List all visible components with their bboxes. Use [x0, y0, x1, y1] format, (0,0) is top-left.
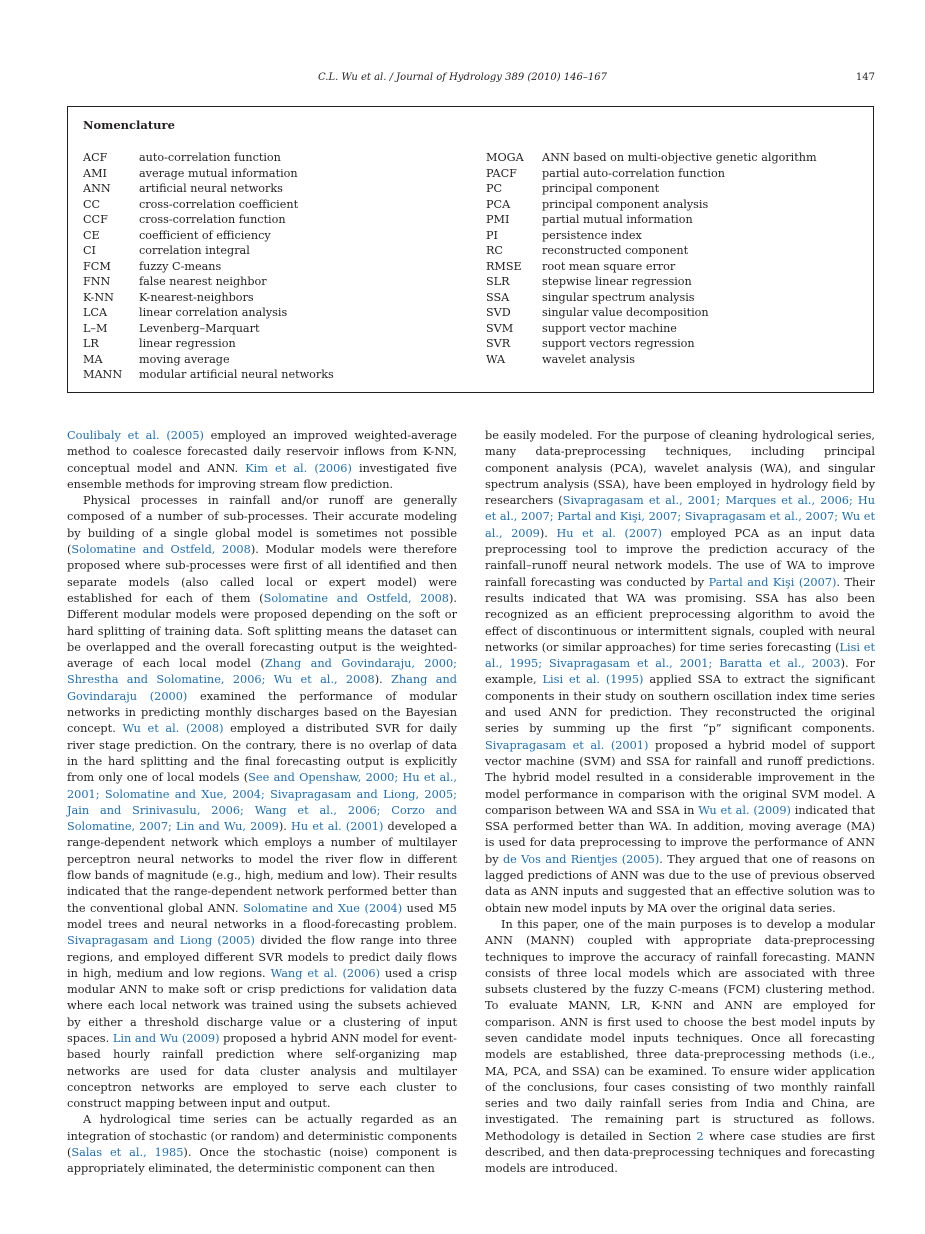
paragraph [67, 1112, 457, 1177]
nomenclature-abbreviation: RMSE [486, 259, 522, 273]
citation-link[interactable]: Sivapragasam et al. (2001) [485, 738, 649, 752]
nomenclature-definition: linear correlation analysis [139, 306, 288, 319]
citation-link[interactable]: Wu et al. (2009) [698, 803, 791, 817]
paragraph-text: employed an improved weighted-average method to coalesce forecasted daily reservoir inflows from K-NN, conceptual model and ANN. [67, 429, 457, 475]
citation-link[interactable]: Lisi et al., 1995; Sivapragasam et al., 2001; Baratta et al., 2003 [485, 640, 875, 671]
nomenclature-definition: Levenberg–Marquart [139, 321, 260, 335]
nomenclature-entry [486, 321, 866, 337]
paragraph-text: examined the performance of modular networks in predicting monthly discharges based on the Bayesian concept. [67, 689, 458, 736]
paragraph-text: be easily modeled. For the purpose of cleaning hydrological series, many data-preprocessing techniques, including principal component analysis (PCA), wavelet analysis (WA), and singular spectrum analysis (SSA), have been employed in hydrology field by researchers ( [485, 429, 875, 508]
nomenclature-abbreviation: MANN [83, 368, 123, 381]
nomenclature-abbreviation: FCM [83, 259, 111, 273]
citation-link[interactable]: Solomatine and Ostfeld, 2008 [71, 543, 251, 557]
paragraph [485, 917, 875, 1178]
citation-link[interactable]: Lin and Wu (2009) [112, 1031, 220, 1045]
citation-link[interactable]: Coulibaly et al. (2005) [67, 429, 204, 442]
paragraph-text: employed a distributed SVR for daily river stage prediction. On the contrary, there is no overlap of data in the hard splitting and the final forecasting output is explicitly from only one of local models ( [67, 722, 457, 785]
citation-link[interactable]: Salas et al., 1985 [71, 1146, 184, 1160]
nomenclature-entry [486, 166, 866, 182]
citation-link[interactable]: Solomatine and Xue (2004) [243, 901, 403, 915]
citation-link[interactable]: Sivapragasam and Liong (2005) [67, 934, 255, 948]
nomenclature-entry [486, 274, 866, 290]
nomenclature-definition: linear regression [139, 337, 236, 350]
nomenclature-abbreviation: RC [486, 244, 503, 257]
paragraph-text: investigated five ensemble methods for improving stream flow prediction. [67, 461, 457, 491]
nomenclature-definition: cross-correlation function [139, 213, 286, 226]
nomenclature-abbreviation: SVM [486, 321, 514, 335]
nomenclature-right-column [486, 150, 866, 367]
nomenclature-entry [83, 367, 463, 383]
nomenclature-abbreviation: FNN [83, 275, 111, 288]
nomenclature-entry [486, 305, 866, 321]
nomenclature-abbreviation: ACF [83, 151, 108, 164]
nomenclature-abbreviation: SLR [486, 275, 510, 288]
citation-link[interactable]: Wu et al. (2008) [122, 722, 224, 736]
nomenclature-definition: artificial neural networks [139, 182, 283, 195]
nomenclature-entry [83, 274, 463, 290]
nomenclature-abbreviation: PCA [486, 197, 511, 211]
paragraph-text: ). [278, 820, 292, 834]
nomenclature-definition: false nearest neighbor [139, 275, 267, 288]
nomenclature-definition: support vector machine [542, 321, 677, 335]
citation-link[interactable]: Solomatine and Ostfeld, 2008 [263, 591, 449, 605]
paragraph-text: proposed a hybrid ANN model for event-based hourly rainfall prediction where self-organizing map networks are used for data cluster analysis and multilayer conceptron networks are employed to serve each cluster to construct mapping between input and output. [67, 1031, 457, 1111]
citation-link[interactable]: Sivapragasam et al., 2001; Marques et al., 2006; Hu et al., 2007; Partal and Kişi, 2007; Sivapragasam et al., 2007; Wu et al., 2009 [485, 494, 875, 540]
nomenclature-definition: singular value decomposition [542, 306, 709, 319]
nomenclature-entry [83, 336, 463, 352]
nomenclature-definition: partial mutual information [542, 213, 693, 226]
nomenclature-definition: support vectors regression [542, 337, 695, 350]
nomenclature-abbreviation: AMI [83, 166, 107, 180]
nomenclature-entry [83, 166, 463, 182]
paragraph-text: Physical processes in rainfall and/or runoff are generally composed of a number of sub-processes. Their accurate modeling by building of a single global model is sometimes not possible ( [67, 494, 457, 557]
paragraph-text: used M5 model trees and neural networks in a flood-forecasting problem. [67, 901, 457, 931]
citation-link[interactable]: Lisi et al. (1995) [542, 673, 644, 687]
nomenclature-definition: K-nearest-neighbors [139, 290, 254, 304]
paragraph-text: ). [374, 673, 392, 687]
nomenclature-definition: correlation integral [139, 244, 250, 257]
nomenclature-abbreviation: PMI [486, 213, 510, 226]
nomenclature-entry [83, 305, 463, 321]
nomenclature-definition: reconstructed component [542, 244, 689, 257]
nomenclature-abbreviation: PC [486, 182, 503, 195]
running-header [0, 72, 925, 88]
nomenclature-entry [83, 259, 463, 275]
nomenclature-abbreviation: SVR [486, 337, 511, 350]
nomenclature-definition: partial auto-correlation function [542, 166, 725, 180]
paragraph [485, 428, 875, 917]
nomenclature-definition: singular spectrum analysis [542, 290, 695, 304]
nomenclature-entry [83, 352, 463, 368]
nomenclature-abbreviation: SSA [486, 290, 510, 304]
page-number: 147 [855, 72, 875, 83]
nomenclature-definition: average mutual information [139, 166, 298, 180]
nomenclature-abbreviation: WA [486, 352, 506, 366]
nomenclature-abbreviation: L–M [83, 321, 108, 335]
nomenclature-entry [83, 150, 463, 166]
nomenclature-definition: wavelet analysis [542, 352, 635, 366]
nomenclature-definition: fuzzy C-means [139, 259, 222, 273]
paragraph-text: . Their results indicated that WA was promising. SSA has also been recognized as an efficient preprocessing algorithm to avoid the effect of discontinuous or intermittent signals, coupled with neural networks (or similar approaches) for time series forecasting ( [485, 575, 875, 654]
body-left-column [67, 428, 457, 1178]
nomenclature-abbreviation: PI [486, 228, 498, 242]
nomenclature-entry [83, 181, 463, 197]
nomenclature-entry [486, 181, 866, 197]
citation-link[interactable]: Partal and Kişi (2007) [708, 575, 837, 589]
nomenclature-definition: principal component analysis [542, 197, 709, 211]
nomenclature-abbreviation: ANN [83, 182, 111, 195]
nomenclature-definition: ANN based on multi-objective genetic algorithm [542, 151, 817, 164]
nomenclature-definition: persistence index [542, 228, 642, 242]
paragraph-text: proposed a hybrid model of support vector machine (SVM) and SSA for rainfall and runoff predictions. The hybrid model resulted in a considerable improvement in the model performance in comparison with the original SVM model. A comparison between WA and SSA in [485, 738, 875, 817]
citation-link[interactable]: Hu et al. (2007) [556, 526, 663, 540]
nomenclature-entry [83, 197, 463, 213]
nomenclature-entry [83, 243, 463, 259]
paragraph-text: ). For example, [485, 657, 875, 687]
nomenclature-definition: cross-correlation coefficient [139, 197, 299, 211]
nomenclature-definition: stepwise linear regression [542, 275, 692, 288]
paragraph-text: In this paper, one of the main purposes is to develop a modular ANN (MANN) coupled with appropriate data-preprocessing techniques to improve the accuracy of rainfall forecasting. MANN consists of three local models which are associated with three subsets clustered by the fuzzy C-means (FCM) clustering method. To evaluate MANN, LR, K-NN and ANN are employed for comparison. ANN is first used to choose the best model inputs by seven candidate model inputs techniques. Once all forecasting models are established, three data-preprocessing methods (i.e., MA, PCA, and SSA) can be examined. To ensure wider application of the conclusions, four cases consisting of two monthly rainfall series and two daily rainfall series from India and China, are investigated. The remaining part is structured as follows. Methodology is detailed in Section [485, 917, 875, 1143]
nomenclature-entry [83, 228, 463, 244]
nomenclature-abbreviation: CE [83, 228, 100, 242]
nomenclature-entry [486, 150, 866, 166]
nomenclature-abbreviation: LR [83, 337, 99, 350]
paragraph-text: employed PCA as an input data preprocessing tool to improve the prediction accuracy of the rainfall–runoff neural network models. The use of WA to improve rainfall forecasting was conducted by [485, 526, 875, 589]
citation-link[interactable]: Hu et al. (2001) [291, 820, 384, 834]
nomenclature-entry [83, 321, 463, 337]
paragraph-text: divided the flow range into three regions, and employed different SVR models to predict daily flows in high, medium and low regions. [67, 934, 457, 980]
paragraph-text: . They argued that one of reasons on lagged predictions of ANN was due to the use of previous observed data as ANN inputs and suggested that an effective solution was to obtain new model inputs by MA over the original data series. [485, 852, 875, 915]
nomenclature-entry [486, 259, 866, 275]
paragraph-text: A hydrological time series can be actually regarded as an integration of stochastic (or random) and deterministic components ( [67, 1113, 457, 1160]
paragraph-text: ). [539, 526, 557, 540]
nomenclature-definition: moving average [139, 352, 230, 366]
nomenclature-definition: auto-correlation function [139, 151, 281, 164]
nomenclature-abbreviation: MOGA [486, 151, 524, 164]
nomenclature-abbreviation: K-NN [83, 290, 114, 304]
nomenclature-title: Nomenclature [83, 118, 175, 132]
paragraph [67, 493, 457, 1112]
nomenclature-definition: root mean square error [542, 259, 676, 273]
nomenclature-box [67, 106, 874, 393]
paragraph-text: ). Modular models were therefore proposed where sub-processes were first of all identified and then separate models (also called local or expert model) were established for each of them ( [67, 543, 457, 605]
nomenclature-definition: principal component [542, 182, 660, 195]
paragraph-text: where case studies are first described, and then data-preprocessing techniques and forecasting models are introduced. [485, 1129, 875, 1176]
citation-link[interactable]: Wang et al. (2006) [270, 966, 381, 980]
paragraph-text: developed a range-dependent network which employs a number of multilayer perceptron neural networks to model the river flow in different flow bands of magnitude (e.g., high, medium and low). Their results indicated that the range-dependent network performed better than the conventional global ANN. [67, 820, 457, 915]
nomenclature-entry [486, 243, 866, 259]
nomenclature-entry [486, 212, 866, 228]
body-right-column [485, 428, 875, 1178]
nomenclature-entry [486, 336, 866, 352]
nomenclature-definition: modular artificial neural networks [139, 368, 334, 381]
citation-link[interactable]: Zhang and Govindaraju, 2000; Shrestha and Solomatine, 2006; Wu et al., 2008 [67, 657, 457, 687]
citation-link[interactable]: See and Openshaw, 2000; Hu et al., 2001; Solomatine and Xue, 2004; Sivapragasam and Liong, 2005; Jain and Srinivasulu, 2006; Wang et al., 2006; Corzo and Solomatine, 2007; Lin and Wu, 2009 [67, 771, 457, 834]
nomenclature-abbreviation: CI [83, 244, 96, 257]
nomenclature-abbreviation: MA [83, 352, 103, 366]
paragraph-text: used a crisp modular ANN to make soft or crisp predictions for validation data where each local network was trained using the subsets achieved by either a threshold discharge value or a clustering of input spaces. [67, 966, 457, 1045]
nomenclature-entry [486, 228, 866, 244]
nomenclature-entry [486, 290, 866, 306]
nomenclature-abbreviation: LCA [83, 306, 108, 319]
paragraph-text: indicated that SSA performed better than WA. In addition, moving average (MA) is used for data preprocessing to improve the performance of ANN by [485, 803, 875, 866]
journal-citation: C.L. Wu et al. / Journal of Hydrology 389 (2010) 146–167 [318, 72, 607, 83]
nomenclature-entry [83, 290, 463, 306]
nomenclature-abbreviation: CC [83, 197, 101, 211]
nomenclature-abbreviation: CCF [83, 213, 108, 226]
nomenclature-abbreviation: PACF [486, 166, 517, 180]
nomenclature-entry [486, 352, 866, 368]
nomenclature-entry [486, 197, 866, 213]
nomenclature-left-column [83, 150, 463, 383]
paragraph-text: applied SSA to extract the significant components in their study on southern oscillation index time series and used ANN for prediction. They reconstructed the original series by summing up the first “p” significant components. [485, 673, 875, 736]
nomenclature-entry [83, 212, 463, 228]
nomenclature-abbreviation: SVD [486, 306, 511, 319]
paragraph-text: ). Once the stochastic (noise) component is appropriately eliminated, the deterministic component can then [67, 1146, 457, 1176]
citation-link[interactable]: de Vos and Rientjes (2005) [502, 852, 660, 866]
nomenclature-definition: coefficient of efficiency [139, 228, 271, 242]
citation-link[interactable]: Zhang and Govindaraju (2000) [67, 673, 457, 703]
paragraph-text: ). Different modular models were proposed depending on the soft or hard splitting of training data. Soft splitting means the dataset can be overlapped and the overall forecasting output is the weighted-average of each local model ( [67, 591, 457, 671]
paragraph [67, 428, 457, 493]
citation-link[interactable]: Kim et al. (2006) [245, 461, 352, 475]
citation-link[interactable]: 2 [696, 1129, 704, 1143]
